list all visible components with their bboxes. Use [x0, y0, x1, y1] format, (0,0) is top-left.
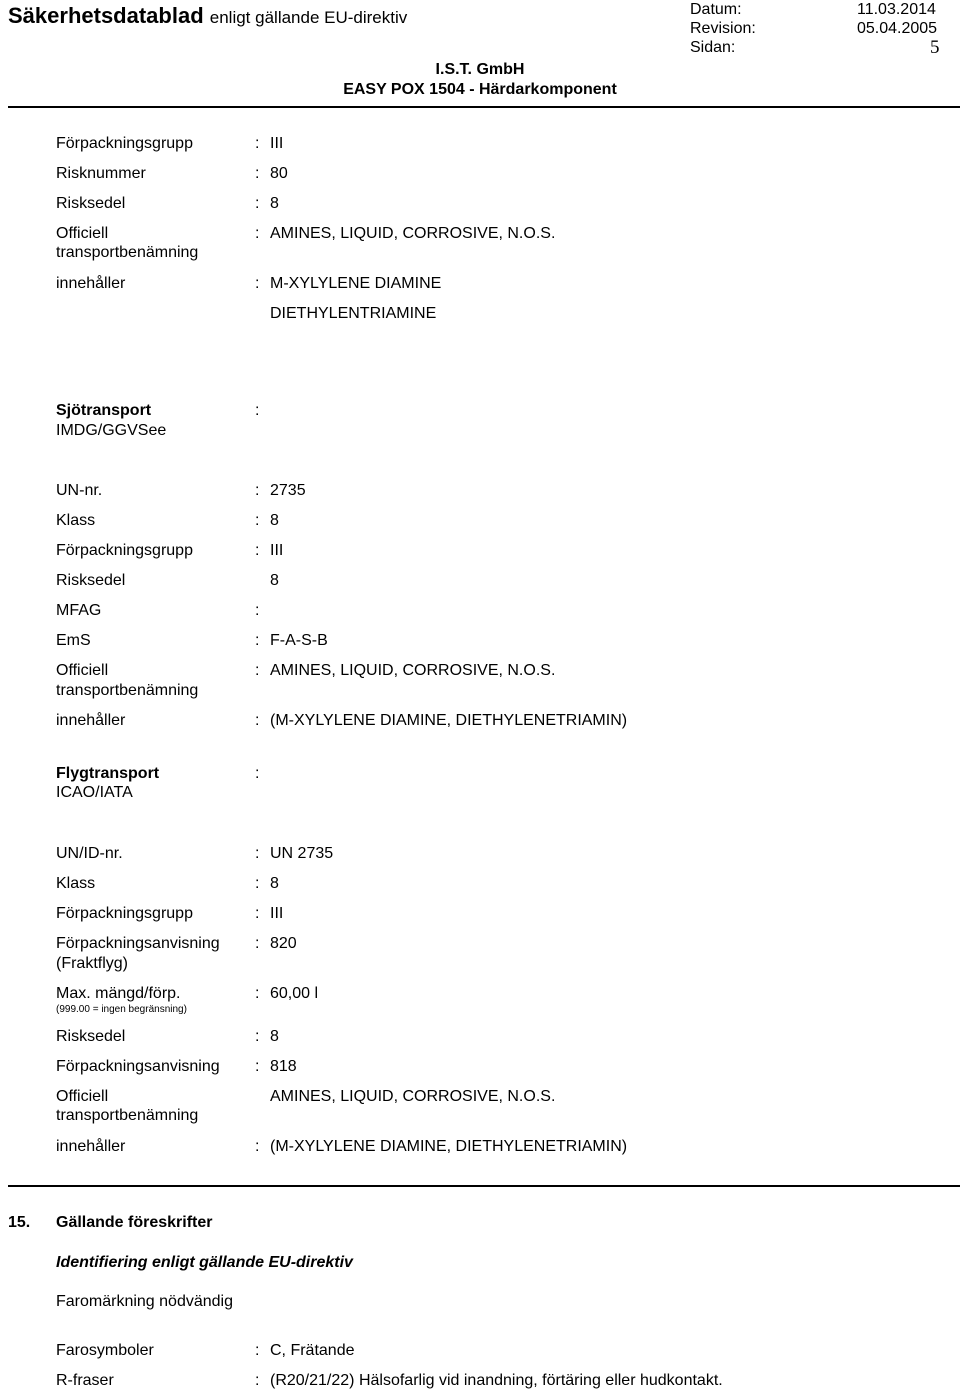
sea-ems-value: F-A-S-B: [270, 632, 328, 649]
colon: :: [255, 512, 260, 529]
colon: :: [255, 1342, 260, 1359]
sea-un-number-label: UN-nr.: [56, 482, 103, 499]
air-packing-instruction-value: 818: [270, 1058, 297, 1075]
colon: :: [255, 135, 260, 152]
air-risk-label-value: 8: [270, 1028, 279, 1045]
sea-packing-group-label: Förpackningsgrupp: [56, 542, 193, 559]
air-packing-instruction-label: Förpackningsanvisning: [56, 1058, 220, 1075]
colon: :: [255, 765, 260, 782]
land-packing-group-value: III: [270, 135, 284, 152]
air-class-value: 8: [270, 875, 279, 892]
colon: :: [255, 195, 260, 212]
r-phrases-value: (R20/21/22) Hälsofarlig vid inandning, förtäring eller hudkontakt.: [270, 1372, 723, 1389]
air-contains-value: (M-XYLYLENE DIAMINE, DIETHYLENETRIAMIN): [270, 1138, 628, 1155]
colon: :: [255, 275, 260, 292]
land-risk-label-value: 8: [270, 195, 279, 212]
colon: :: [255, 845, 260, 862]
revision-value: 05.04.2005: [857, 20, 938, 37]
land-shipping-name-label-2: transportbenämning: [56, 244, 199, 261]
land-contains-label: innehåller: [56, 275, 126, 292]
land-risk-number-label: Risknummer: [56, 165, 146, 182]
colon: :: [255, 905, 260, 922]
page-number: 5: [930, 37, 940, 58]
section-title: Gällande föreskrifter: [56, 1214, 213, 1231]
eu-identification-heading: Identifiering enligt gällande EU-direktiv: [56, 1254, 353, 1271]
sea-transport-heading: Sjötransport: [56, 402, 152, 419]
air-packing-group-value: III: [270, 905, 284, 922]
colon: :: [255, 632, 260, 649]
sea-shipping-name-label-1: Officiell: [56, 662, 109, 679]
revision-label: Revision:: [690, 20, 756, 37]
land-shipping-name-label-1: Officiell: [56, 225, 109, 242]
r-phrases-label: R-fraser: [56, 1372, 114, 1389]
air-transport-heading: Flygtransport: [56, 765, 160, 782]
product-name: EASY POX 1504 - Härdarkomponent: [343, 81, 617, 98]
colon: :: [255, 165, 260, 182]
air-packing-instruction-cargo-label-2: (Fraktflyg): [56, 955, 128, 972]
air-packing-instruction-cargo-label-1: Förpackningsanvisning: [56, 935, 220, 952]
air-transport-subheading: ICAO/IATA: [56, 784, 133, 801]
sea-contains-value: (M-XYLYLENE DIAMINE, DIETHYLENETRIAMIN): [270, 712, 628, 729]
air-class-label: Klass: [56, 875, 96, 892]
sea-un-number-value: 2735: [270, 482, 306, 499]
page-label: Sidan:: [690, 39, 736, 56]
air-packing-instruction-cargo-value: 820: [270, 935, 297, 952]
air-shipping-name-value: AMINES, LIQUID, CORROSIVE, N.O.S.: [270, 1088, 556, 1105]
colon: :: [255, 935, 260, 952]
air-max-quantity-label: Max. mängd/förp.: [56, 985, 181, 1002]
sea-risk-label-label: Risksedel: [56, 572, 126, 589]
sea-class-value: 8: [270, 512, 279, 529]
sea-transport-subheading: IMDG/GGVSee: [56, 422, 167, 439]
land-contains-value-1: M-XYLYLENE DIAMINE: [270, 275, 442, 292]
colon: :: [255, 225, 260, 242]
colon: :: [255, 875, 260, 892]
sea-contains-label: innehåller: [56, 712, 126, 729]
document-title: [8, 3, 407, 31]
colon: :: [255, 1058, 260, 1075]
section-divider: [8, 1185, 960, 1187]
colon: :: [255, 482, 260, 499]
sea-class-label: Klass: [56, 512, 96, 529]
air-risk-label-label: Risksedel: [56, 1028, 126, 1045]
colon: :: [255, 402, 260, 419]
colon: :: [255, 542, 260, 559]
land-risk-number-value: 80: [270, 165, 288, 182]
air-contains-label: innehåller: [56, 1138, 126, 1155]
sea-mfag-label: MFAG: [56, 602, 102, 619]
colon: :: [255, 985, 260, 1002]
air-un-number-value: UN 2735: [270, 845, 334, 862]
land-contains-value-2: DIETHYLENTRIAMINE: [270, 305, 437, 322]
hazard-symbols-value: C, Frätande: [270, 1342, 355, 1359]
air-packing-group-label: Förpackningsgrupp: [56, 905, 193, 922]
land-risk-label-label: Risksedel: [56, 195, 126, 212]
sea-ems-label: EmS: [56, 632, 91, 649]
colon: :: [255, 1028, 260, 1045]
colon: :: [255, 662, 260, 679]
air-shipping-name-label-2: transportbenämning: [56, 1107, 199, 1124]
hazard-symbols-label: Farosymboler: [56, 1342, 154, 1359]
hazard-marking-text: Faromärkning nödvändig: [56, 1293, 233, 1310]
header-divider: [8, 106, 960, 108]
sea-shipping-name-label-2: transportbenämning: [56, 682, 199, 699]
sea-shipping-name-value: AMINES, LIQUID, CORROSIVE, N.O.S.: [270, 662, 556, 679]
document-title-subtitle: enligt gällande EU-direktiv: [209, 8, 408, 27]
air-max-quantity-value: 60,00 l: [270, 985, 319, 1002]
document-title-main: Säkerhetsdatablad: [8, 3, 204, 28]
air-max-quantity-note: (999.00 = ingen begränsning): [56, 1004, 187, 1015]
land-packing-group-label: Förpackningsgrupp: [56, 135, 193, 152]
colon: :: [255, 1372, 260, 1389]
datum-label: Datum:: [690, 1, 742, 18]
air-shipping-name-label-1: Officiell: [56, 1088, 109, 1105]
company-name: I.S.T. GmbH: [435, 61, 525, 78]
colon: :: [255, 1138, 260, 1155]
air-un-number-label: UN/ID-nr.: [56, 845, 123, 862]
land-shipping-name-value: AMINES, LIQUID, CORROSIVE, N.O.S.: [270, 225, 556, 242]
section-number: 15.: [8, 1214, 31, 1231]
sea-packing-group-value: III: [270, 542, 284, 559]
sea-risk-label-value: 8: [270, 572, 279, 589]
datum-value: 11.03.2014: [857, 1, 936, 18]
colon: :: [255, 602, 260, 619]
colon: :: [255, 712, 260, 729]
